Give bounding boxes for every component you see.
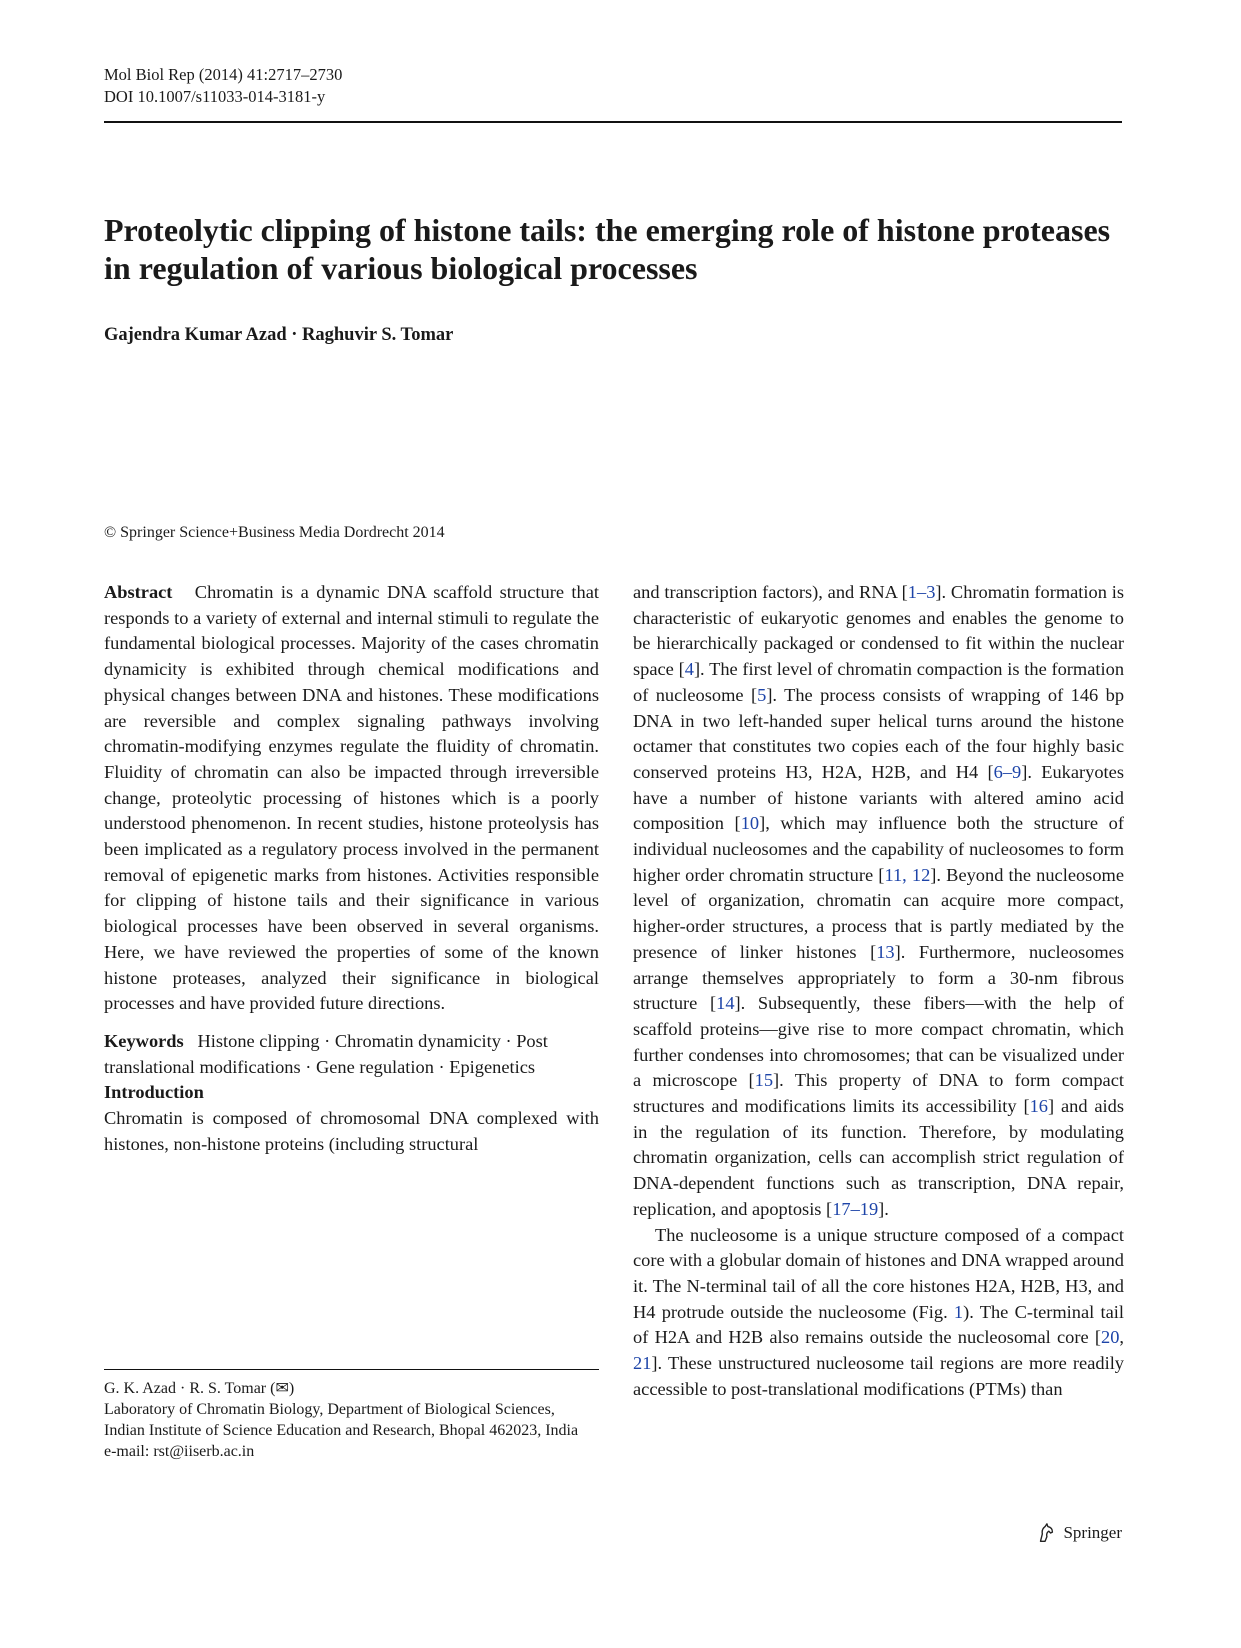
email[interactable]: e-mail: rst@iiserb.ac.in <box>104 1443 255 1460</box>
copyright-notice: © Springer Science+Business Media Dordrecht 2014 <box>104 524 445 541</box>
citation-link[interactable]: 17–19 <box>832 1198 879 1219</box>
left-column <box>104 580 599 1157</box>
citation-link[interactable]: 5 <box>757 684 767 705</box>
citation-link[interactable]: 14 <box>716 993 735 1014</box>
keywords <box>104 1029 599 1080</box>
running-header <box>104 64 342 108</box>
citation-link[interactable]: 16 <box>1029 1096 1048 1117</box>
section-heading-introduction: Introduction <box>104 1082 204 1103</box>
paper-title: Proteolytic clipping of histone tails: the emerging role of histone proteases in regulation of various biological processes <box>104 212 1111 286</box>
footnote-divider <box>104 1369 599 1370</box>
citation-link[interactable]: 4 <box>684 659 694 680</box>
citation-link[interactable]: 11, 12 <box>884 864 931 885</box>
abstract-label: Abstract <box>104 582 173 602</box>
intro-paragraph-2: The nucleosome is a unique structure composed of a compact core with a globular domain of histones and DNA wrapped around it. The N-terminal tail of all the core histones H2A, H2B, H3, and H4 protrude outside the nucleosome (Fig. 1). The C-terminal tail of H2A and H2B also remains outside the nucleosomal core [20, 21]. These unstructured nucleosome tail regions are more readily accessible to post-translational modifications (PTMs) than <box>633 1224 1124 1399</box>
author-list: Gajendra Kumar Azad · Raghuvir S. Tomar <box>104 325 454 345</box>
citation-link[interactable]: 1–3 <box>907 582 936 602</box>
intro-paragraph-1-start: Chromatin is composed of chromosomal DNA complexed with histones, non-histone proteins (including structural <box>104 1108 599 1154</box>
citation-link[interactable]: 15 <box>754 1070 774 1091</box>
citation-link[interactable]: 21 <box>633 1353 652 1374</box>
footnote-authors: G. K. Azad · R. S. Tomar (✉) <box>104 1380 295 1397</box>
publisher-name: Springer <box>1063 1523 1122 1542</box>
doi: DOI 10.1007/s11033-014-3181-y <box>104 87 326 106</box>
envelope-icon: ✉ <box>275 1380 289 1397</box>
abstract <box>104 580 599 1017</box>
right-column <box>633 580 1124 1403</box>
intro-paragraph-1-cont: and transcription factors), and RNA [1–3]. Chromatin formation is characteristic of eukaryotic genomes and enables the genome to be hierarchically packaged or condensed to fit within the nuclear space [4]. The first level of chromatin compaction is the formation of nucleosome [5]. The process consists of wrapping of 146 bp DNA in two left-handed super helical turns around the histone octamer that constitutes two copies each of the four highly basic conserved proteins H3, H2A, H2B, and H4 [6–9]. Eukaryotes have a number of histone variants with altered amino acid composition [10], which may influence both the structure of individual nucleosomes and the capability of nucleosomes to form higher order chromatin structure [11, 12]. Beyond the nucleosome level of organization, chromatin can acquire more compact, higher-order structures, a process that is partly mediated by the presence of linker histones [13]. Furthermore, nucleosomes arrange themselves appropriately to form a 30-nm fibrous structure [14]. Subsequently, these fibers—with the help of scaffold proteins—give rise to more compact chromatin, which further condenses into chromosomes; that can be visualized under a microscope [15]. This property of DNA to form compact structures and modifications limits its accessibility [16] and aids in the regulation of its function. Therefore, by modulating chromatin organization, cells can accomplish strict regulation of DNA-dependent functions such as transcription, DNA repair, replication, and apoptosis [17–19]. <box>633 582 1125 1219</box>
citation-link[interactable]: 10 <box>740 813 760 834</box>
citation-link[interactable]: 13 <box>876 941 895 962</box>
springer-horse-icon <box>1035 1522 1057 1544</box>
figure-link[interactable]: 1 <box>953 1301 964 1322</box>
keywords-label: Keywords <box>104 1030 184 1051</box>
author-affiliation-footnote <box>104 1378 599 1462</box>
keywords-text: Histone clipping · Chromatin dynamicity · Post translational modifications · Gene regulation · Epigenetics <box>104 1030 548 1077</box>
citation-link[interactable]: 6–9 <box>993 761 1022 782</box>
affiliation: Laboratory of Chromatin Biology, Department of Biological Sciences, Indian Institute of Science Education and Research, Bhopal 462023, India <box>104 1401 579 1439</box>
abstract-text: Chromatin is a dynamic DNA scaffold structure that responds to a variety of external and internal stimuli to regulate the fundamental biological processes. Majority of the cases chromatin dynamicity is exhibited through chemical modifications and physical changes between DNA and histones. These modifications are reversible and complex signaling pathways involving chromatin-modifying enzymes regulate the fluidity of chromatin. Fluidity of chromatin can also be impacted through irreversible change, proteolytic processing of histones which is a poorly understood phenomenon. In recent studies, histone proteolysis has been implicated as a regulatory process involved in the permanent removal of epigenetic marks from histones. Activities responsible for clipping of histone tails and their significance in various biological processes have been observed in several organisms. Here, we have reviewed the properties of some of the known histone proteases, analyzed their significance in biological processes and have provided future directions. <box>104 582 600 1014</box>
journal-citation: Mol Biol Rep (2014) 41:2717–2730 <box>104 65 343 84</box>
header-divider <box>104 121 1122 123</box>
citation-link[interactable]: 20 <box>1101 1327 1120 1348</box>
publisher-logo <box>1035 1522 1122 1544</box>
